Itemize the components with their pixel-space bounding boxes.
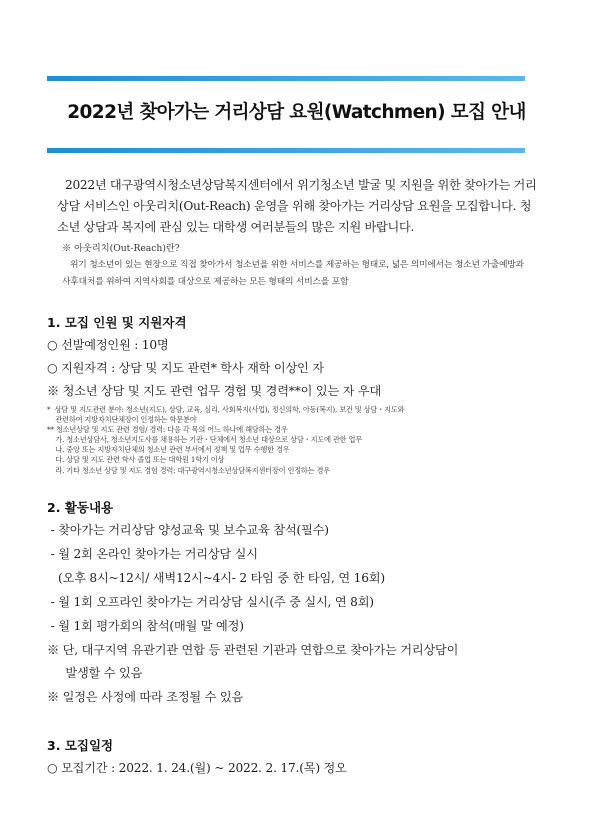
section2-line: (오후 8시~12시/ 새벽12시~4시- 2 타임 중 한 타임, 연 16회)	[47, 571, 385, 585]
section2-line: 발생할 수 있음	[47, 666, 143, 680]
footnote-line: ** 청소년상담 및 지도 관련 경험/ 경력: 다음 각 목의 어느 하나에 해당하는 경우	[47, 425, 288, 434]
section1-line: ○ 지원자격 : 상담 및 지도 관련* 학사 재학 이상인 자	[47, 361, 324, 375]
section2-line: ※ 일정은 사정에 따라 조정될 수 있음	[47, 690, 244, 704]
title-top-rule	[47, 76, 525, 81]
page-title: 2022년 찾아가는 거리상담 요원(Watchmen) 모집 안내	[67, 102, 526, 123]
footnote-line: 라. 기타 청소년 상담 및 지도 경험 경력: 대구광역시청소년상담복지센터장이 인정하는 경우	[47, 466, 330, 475]
section1-line: ※ 청소년 상담 및 지도 관련 업무 경험 및 경력**이 있는 자 우대	[47, 384, 382, 398]
note-body: 위기 청소년이 있는 현장으로 직접 찾아가서 청소년을 위한 서비스를 제공하는 형태로, 넓은 의미에서는 청소년 가출예방과 사후대처를 위하여 지역사회를 대상으로 제공하는 모든 형태의 서비스을 포함	[62, 260, 524, 287]
section3-heading: 3. 모집일정	[47, 738, 114, 753]
footnote-line: 관련하여 지방자치단체장이 인정하는 학문분야	[47, 415, 197, 424]
section1-heading: 1. 모집 인원 및 지원자격	[47, 315, 187, 330]
title-bottom-rule	[47, 148, 525, 153]
footnote-line: 가. 청소년상담사, 청소년지도사를 채용하는 기관・단체에서 청소년 대상으로 상담・지도에 관한 업무	[47, 435, 362, 444]
section2-line: - 월 2회 온라인 찾아가는 거리상담 실시	[47, 547, 258, 561]
section3-line: ○ 모집기간 : 2022. 1. 24.(월) ~ 2022. 2. 17.(목) 정오	[47, 761, 347, 775]
section2-heading: 2. 활동내용	[47, 500, 114, 515]
section2-line: - 월 1회 오프라인 찾아가는 거리상담 실시(주 중 실시, 연 8회)	[47, 595, 374, 609]
section2-line: - 찾아가는 거리상담 양성교육 및 보수교육 참석(필수)	[47, 523, 329, 537]
footnote-line: 다. 상담 및 지도 관련 학사 졸업 또는 대학원 1학기 이상	[47, 455, 225, 464]
intro-paragraph: 2022년 대구광역시청소년상담복지센터에서 위기청소년 발굴 및 지원을 위한 찾아가는 거리상담 서비스인 아웃리치(Out-Reach) 운영을 위해 찾아가는 거리상담 요원을 모집합니다. 청소년 상담과 복지에 관심 있는 대학생 여러분들의 많은 지원 바랍니다.	[57, 178, 537, 234]
section2-line: ※ 단, 대구지역 유관기관 연합 등 관련된 기관과 연합으로 찾아가는 거리상담이	[47, 643, 459, 657]
footnote-line: 나. 중앙 또는 지방자치단체의 청소년 관련 부서에서 정책 및 업무 수행한 경우	[47, 445, 290, 454]
note-heading: ※ 아웃리치(Out-Reach)란?	[62, 243, 180, 254]
section2-line: - 월 1회 평가회의 참석(매월 말 예정)	[47, 619, 244, 633]
section1-line: ○ 선발예정인원 : 10명	[47, 338, 169, 352]
footnote-line: * 상담 및 지도관련 분야: 청소년(지도), 상담, 교육, 심리, 사회복지(사업), 정신의학, 아동(복지), 보건 및 상담・지도와	[47, 405, 405, 414]
